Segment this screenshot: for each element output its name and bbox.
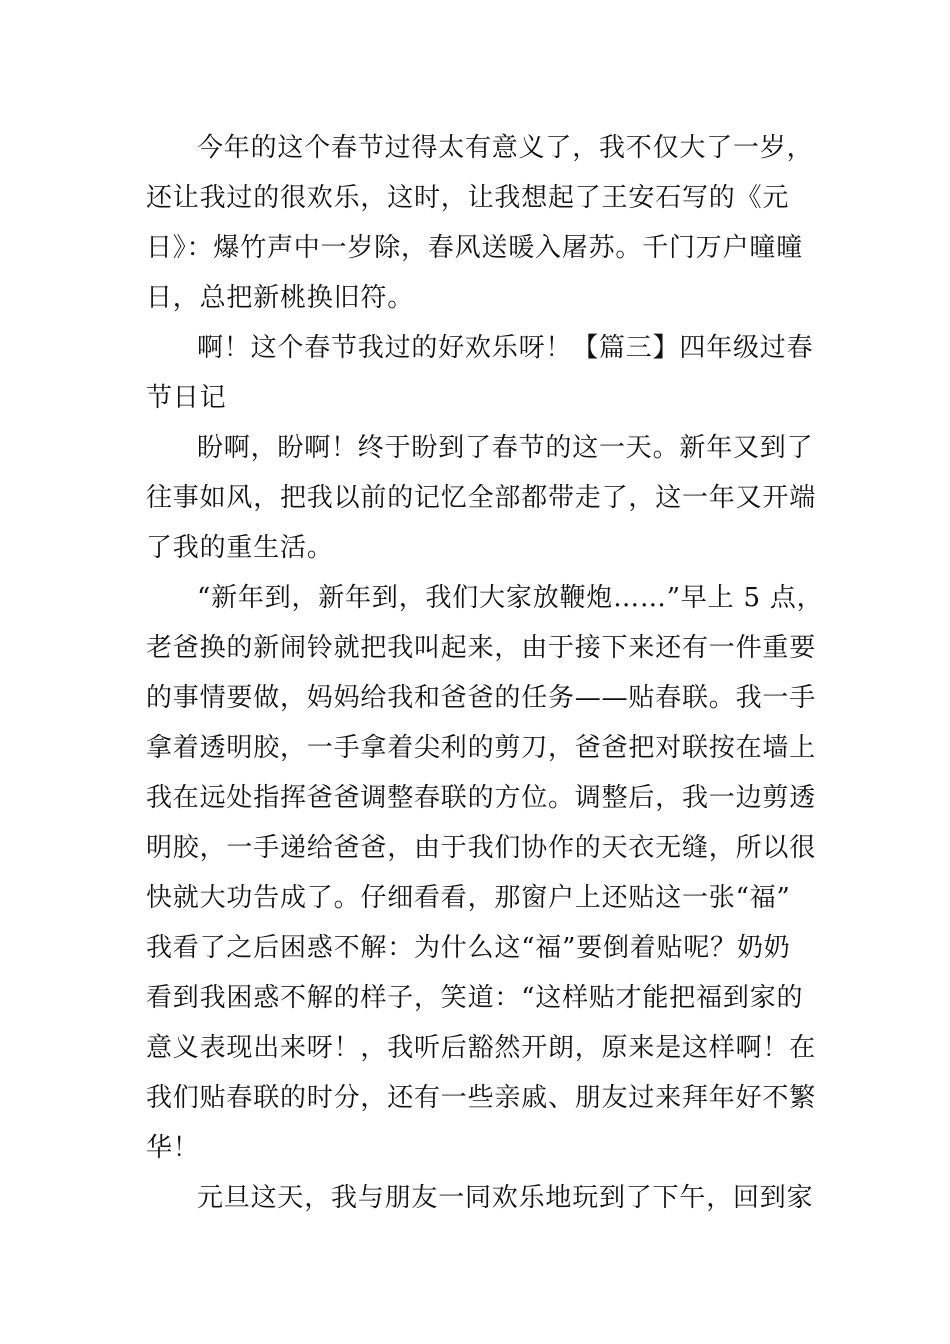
text-line-10: “新年到，新年到，我们大家放鞭炮……”早上 5 点，	[197, 583, 824, 613]
text-line-22: 元旦这天，我与朋友一同欢乐地玩到了下午，回到家	[197, 1183, 814, 1213]
text-line-1: 今年的这个春节过得太有意义了，我不仅大了一岁，	[197, 133, 814, 163]
text-line-7: 盼啊，盼啊！终于盼到了春节的这一天。新年又到了	[197, 433, 814, 463]
text-line-15: 明胶，一手递给爸爸，由于我们协作的天衣无缝，所以很	[146, 833, 817, 863]
text-line-9: 了我的重生活。	[146, 533, 334, 563]
text-line-11: 老爸换的新闹铃就把我叫起来，由于接下来还有一件重要	[146, 633, 817, 663]
text-line-16: 快就大功告成了。仔细看看，那窗户上还贴这一张“福”	[146, 883, 791, 913]
text-line-5: 啊！这个春节我过的好欢乐呀！【篇三】四年级过春	[197, 333, 814, 363]
text-line-14: 我在远处指挥爸爸调整春联的方位。调整后，我一边剪透	[146, 783, 817, 813]
text-line-19: 意义表现出来呀！，我听后豁然开朗，原来是这样啊！在	[146, 1033, 817, 1063]
text-line-21: 华！	[146, 1133, 200, 1163]
text-line-2: 还让我过的很欢乐，这时，让我想起了王安石写的《元	[146, 183, 790, 213]
text-line-3: 日》：爆竹声中一岁除，春风送暖入屠苏。千门万户曈曈	[146, 233, 804, 263]
text-line-6: 节日记	[146, 383, 227, 413]
text-line-17: 我看了之后困惑不解：为什么这“福”要倒着贴呢？奶奶	[146, 933, 791, 963]
text-line-13: 拿着透明胶，一手拿着尖利的剪刀，爸爸把对联按在墙上	[146, 733, 817, 763]
text-line-12: 的事情要做，妈妈给我和爸爸的任务——贴春联。我一手	[146, 683, 817, 713]
text-line-18: 看到我困惑不解的样子，笑道：“这样贴才能把福到家的	[146, 983, 804, 1013]
text-line-4: 日，总把新桃换旧符。	[146, 283, 415, 313]
text-line-20: 我们贴春联的时分，还有一些亲戚、朋友过来拜年好不繁	[146, 1083, 817, 1113]
text-line-8: 往事如风，把我以前的记忆全部都带走了，这一年又开端	[146, 483, 817, 513]
